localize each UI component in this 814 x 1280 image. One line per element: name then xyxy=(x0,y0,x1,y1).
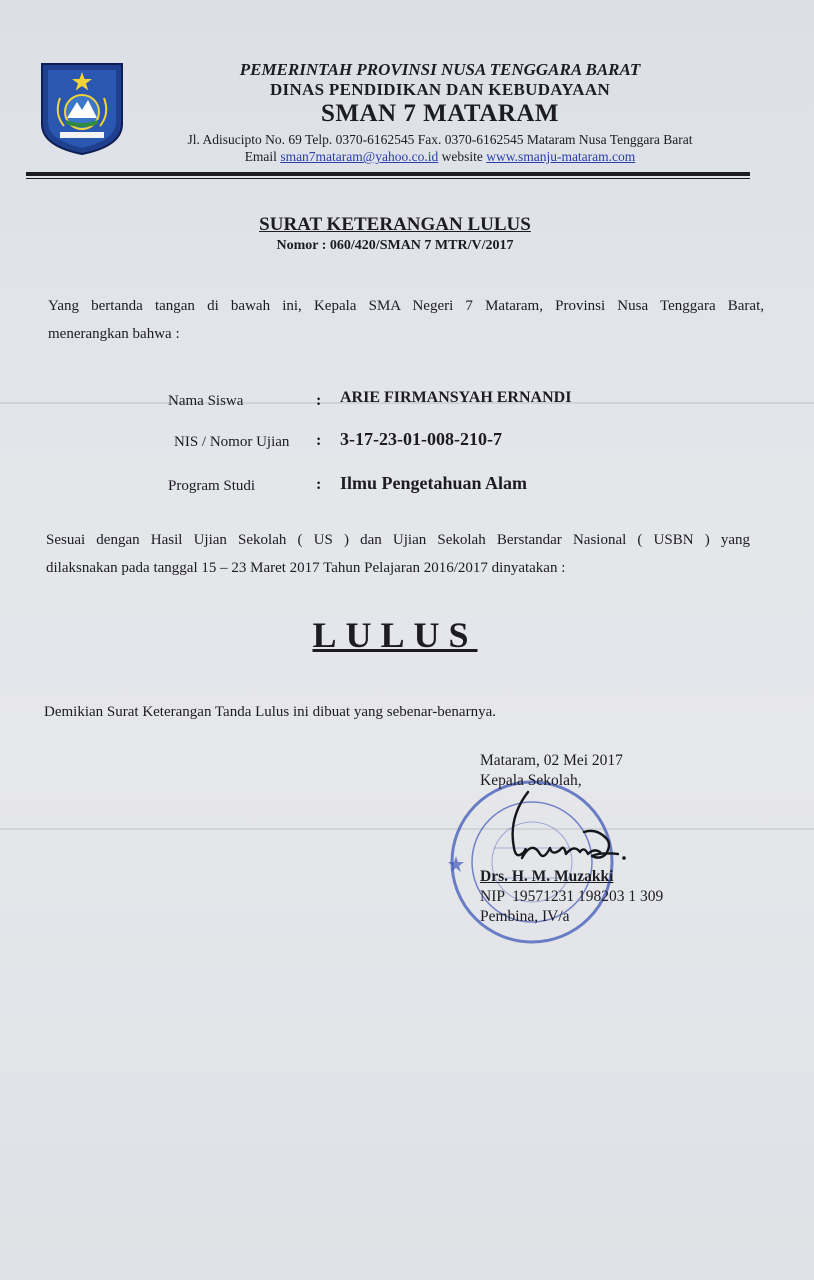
document-number: Nomor : 060/420/SMAN 7 MTR/V/2017 xyxy=(276,238,514,253)
intro-line: Yang bertanda tangan di bawah ini, Kepala SMA Negeri 7 Mataram, Provinsi Nusa Tenggara Barat, xyxy=(48,298,764,314)
header-divider xyxy=(26,172,750,176)
document-title: SURAT KETERANGAN LULUS xyxy=(259,214,531,235)
header-divider-thin xyxy=(26,178,750,179)
email-link[interactable]: sman7mataram@yahoo.co.id xyxy=(280,149,439,164)
field-colon: : xyxy=(316,392,322,409)
result-line: Sesuai dengan Hasil Ujian Sekolah ( US ) dan Ujian Sekolah Berstandar Nasional ( USBN ) yang xyxy=(46,532,750,548)
header-government: PEMERINTAH PROVINSI NUSA TENGGARA BARAT xyxy=(239,60,641,79)
provincial-emblem-icon xyxy=(40,62,124,156)
result-paragraph xyxy=(46,526,750,582)
header-address: Jl. Adisucipto No. 69 Telp. 0370-6162545 Fax. 0370-6162545 Mataram Nusa Tenggara Barat xyxy=(187,132,693,147)
closing-statement: Demikian Surat Keterangan Tanda Lulus ini dibuat yang sebenar-benarnya. xyxy=(44,704,496,720)
field-value-program: Ilmu Pengetahuan Alam xyxy=(340,473,528,493)
email-label: Email xyxy=(244,149,277,164)
website-link[interactable]: www.smanju-mataram.com xyxy=(486,149,636,164)
header-school: SMAN 7 MATARAM xyxy=(321,100,559,127)
signer-name: Drs. H. M. Muzakki xyxy=(480,868,614,885)
field-value-name: ARIE FIRMANSYAH ERNANDI xyxy=(340,389,572,406)
paper-fold xyxy=(0,828,814,830)
website-label: website xyxy=(441,149,483,164)
field-value-nis: 3-17-23-01-008-210-7 xyxy=(340,429,502,449)
intro-paragraph xyxy=(48,292,764,348)
signature-place-date: Mataram, 02 Mei 2017 xyxy=(480,752,623,769)
header-department: DINAS PENDIDIKAN DAN KEBUDAYAAN xyxy=(269,80,611,99)
signature-role: Kepala Sekolah, xyxy=(480,772,582,789)
field-colon: : xyxy=(316,432,322,449)
signer-nip: NIP 19571231 198203 1 309 xyxy=(480,888,664,905)
result-line: dilaksnakan pada tanggal 15 – 23 Maret 2017 Tahun Pelajaran 2016/2017 dinyatakan : xyxy=(46,560,566,576)
field-label-name: Nama Siswa xyxy=(168,393,244,409)
signer-rank: Pembina, IV/a xyxy=(480,908,570,925)
field-label-nis: NIS / Nomor Ujian xyxy=(174,434,290,450)
header-contact xyxy=(150,149,730,165)
intro-line: menerangkan bahwa : xyxy=(48,326,180,342)
field-colon: : xyxy=(316,476,322,493)
graduation-status: LULUS xyxy=(312,615,478,655)
field-label-program: Program Studi xyxy=(168,478,256,494)
